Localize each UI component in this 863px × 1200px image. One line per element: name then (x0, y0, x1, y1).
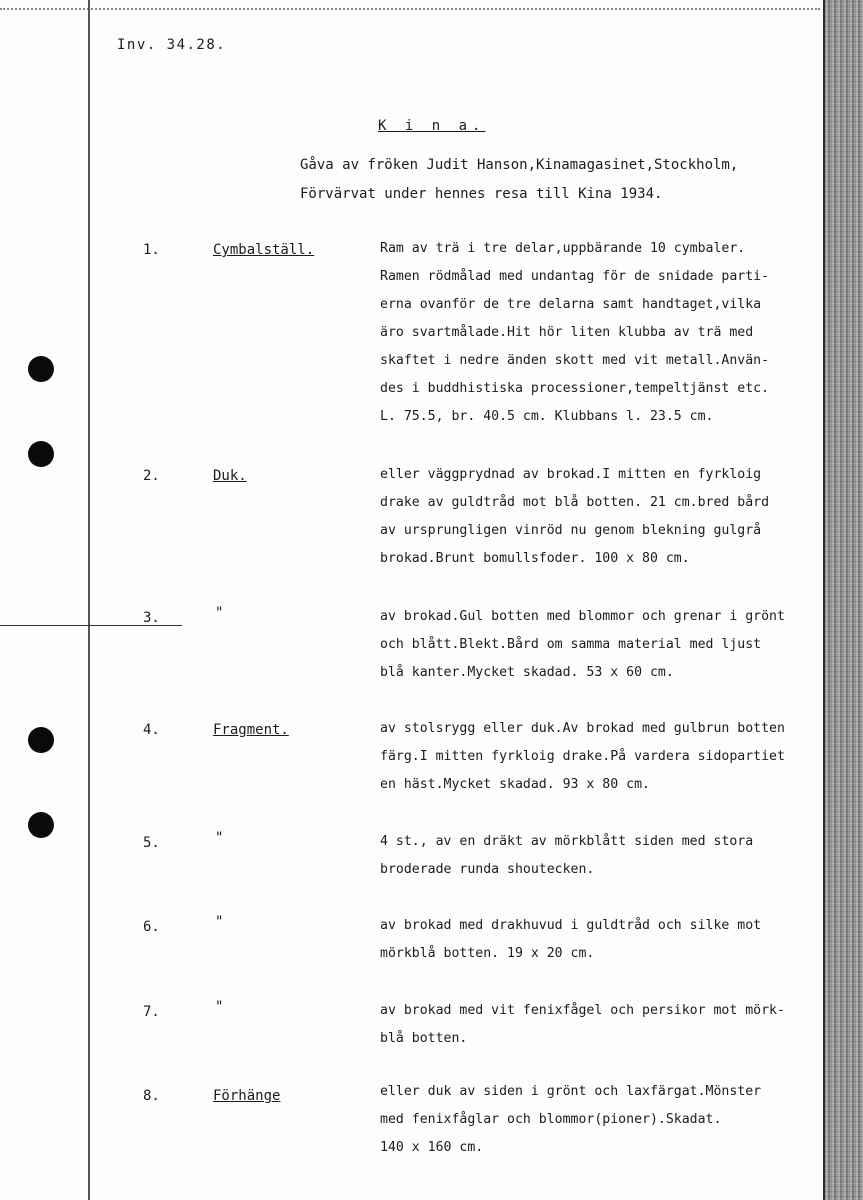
description-line: drake av guldtråd mot blå botten. 21 cm.bred bård (380, 495, 770, 510)
ditto-mark: " (215, 605, 224, 621)
item-description (380, 1078, 820, 1162)
item-description (380, 828, 820, 884)
description-line: brokad.Brunt bomullsfoder. 100 x 80 cm. (380, 551, 690, 566)
description-line: Ram av trä i tre delar,uppbärande 10 cymbaler. (380, 241, 746, 256)
description-line: 140 x 160 cm. (380, 1140, 484, 1155)
description-line: broderade runda shoutecken. (380, 862, 595, 877)
description-line: av brokad.Gul botten med blommor och grenar i grönt (380, 609, 785, 624)
description-line: erna ovanför de tre delarna samt handtaget,vilka (380, 297, 762, 312)
description-line: Ramen rödmålad med undantag för de snidade parti- (380, 269, 770, 284)
punch-hole-icon (28, 727, 54, 753)
description-line: L. 75.5, br. 40.5 cm. Klubbans l. 23.5 cm. (380, 409, 714, 424)
description-line: blå kanter.Mycket skadad. 53 x 60 cm. (380, 665, 674, 680)
item-number: 3. (143, 610, 160, 626)
item-number: 2. (143, 468, 160, 484)
item-description (380, 461, 820, 573)
item-number: 6. (143, 919, 160, 935)
ditto-mark: " (215, 999, 224, 1015)
description-line: en häst.Mycket skadad. 93 x 80 cm. (380, 777, 650, 792)
item-number: 4. (143, 722, 160, 738)
intro-line-2: Förvärvat under hennes resa till Kina 1934. (300, 186, 663, 202)
item-label: Duk. (213, 468, 247, 484)
inventory-number: Inv. 34.28. (117, 37, 227, 53)
description-line: mörkblå botten. 19 x 20 cm. (380, 946, 595, 961)
description-line: färg.I mitten fyrkloig drake.På vardera sidopartiet (380, 749, 785, 764)
punch-hole-icon (28, 356, 54, 382)
description-line: des i buddhistiska processioner,tempeltjänst etc. (380, 381, 770, 396)
item-number: 1. (143, 242, 160, 258)
left-margin-line (88, 0, 90, 1200)
punch-hole-icon (28, 812, 54, 838)
item-description (380, 235, 820, 431)
item-label: Fragment. (213, 722, 289, 738)
item-description (380, 912, 820, 968)
ditto-mark: " (215, 914, 224, 930)
document-title: K i n a. (378, 118, 486, 134)
ditto-mark: " (215, 830, 224, 846)
description-line: av ursprungligen vinröd nu genom blekning gulgrå (380, 523, 762, 538)
scan-top-border (0, 8, 820, 10)
description-line: av brokad med vit fenixfågel och persikor mot mörk- (380, 1003, 785, 1018)
description-line: äro svartmålade.Hit hör liten klubba av trä med (380, 325, 754, 340)
item-label: Cymbalställ. (213, 242, 315, 258)
punch-hole-icon (28, 441, 54, 467)
scan-edge-noise (825, 0, 863, 1200)
item-description (380, 715, 820, 799)
item-number: 5. (143, 835, 160, 851)
item-description (380, 997, 820, 1053)
description-line: och blått.Blekt.Bård om samma material med ljust (380, 637, 762, 652)
description-line: blå botten. (380, 1031, 468, 1046)
description-line: med fenixfåglar och blommor(pioner).Skadat. (380, 1112, 722, 1127)
item-description (380, 603, 820, 687)
description-line: eller väggprydnad av brokad.I mitten en fyrkloig (380, 467, 762, 482)
item-number: 8. (143, 1088, 160, 1104)
intro-line-1: Gåva av fröken Judit Hanson,Kinamagasinet,Stockholm, (300, 157, 739, 173)
item-label: Förhänge (213, 1088, 281, 1104)
item-number: 7. (143, 1004, 160, 1020)
description-line: eller duk av siden i grönt och laxfärgat.Mönster (380, 1084, 762, 1099)
description-line: skaftet i nedre änden skott med vit metall.Använ- (380, 353, 770, 368)
description-line: av brokad med drakhuvud i guldtråd och silke mot (380, 918, 762, 933)
description-line: 4 st., av en dräkt av mörkblått siden med stora (380, 834, 754, 849)
description-line: av stolsrygg eller duk.Av brokad med gulbrun botten (380, 721, 785, 736)
